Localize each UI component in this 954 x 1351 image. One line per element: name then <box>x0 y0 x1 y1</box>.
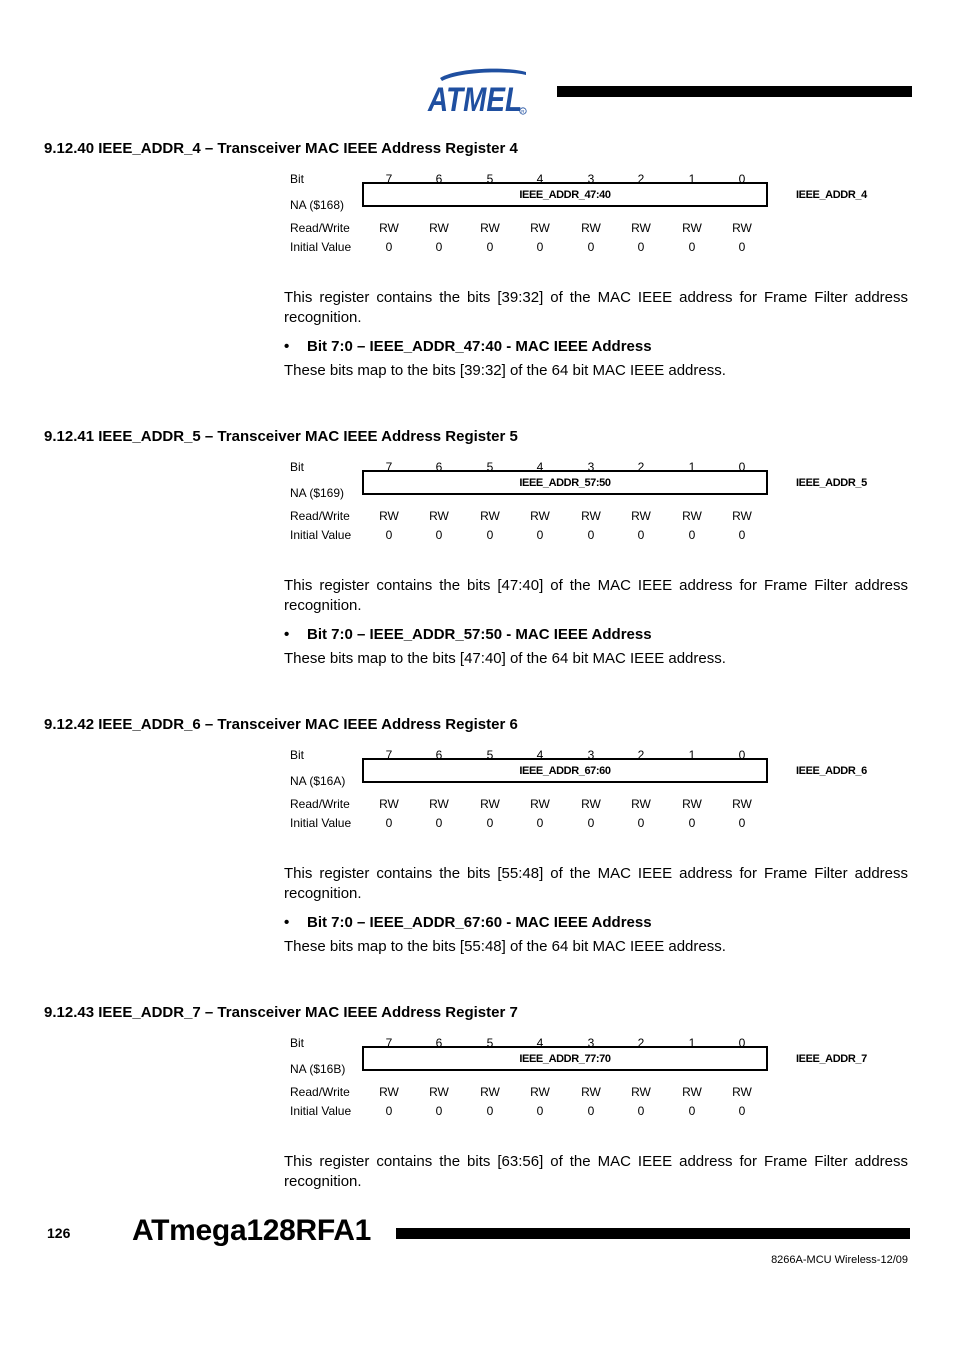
read-write-value: RW <box>581 797 601 811</box>
bit-number: 6 <box>435 1036 443 1050</box>
read-write-value: RW <box>732 797 752 811</box>
bit-number: 5 <box>486 748 494 762</box>
initial-value: 0 <box>738 528 746 542</box>
initial-value-label: Initial Value <box>290 1104 352 1118</box>
bit-number: 6 <box>435 460 443 474</box>
initial-value: 0 <box>536 816 544 830</box>
register-field-box <box>362 182 768 207</box>
page-number: 126 <box>47 1225 71 1241</box>
initial-value: 0 <box>587 816 595 830</box>
read-write-value: RW <box>631 1085 651 1099</box>
bit-number: 2 <box>637 172 645 186</box>
bit-number: 4 <box>536 748 544 762</box>
bit-number: 0 <box>738 1036 746 1050</box>
bit-number: 3 <box>587 1036 595 1050</box>
read-write-value: RW <box>429 1085 449 1099</box>
register-name: IEEE_ADDR_6 <box>796 765 867 777</box>
read-write-value: RW <box>732 1085 752 1099</box>
register-field-box <box>362 758 768 783</box>
svg-text:R: R <box>521 108 525 114</box>
register-address: NA ($16B) <box>290 1062 346 1076</box>
read-write-value: RW <box>682 797 702 811</box>
read-write-value: RW <box>682 221 702 235</box>
bit-number: 5 <box>486 1036 494 1050</box>
bit-description-heading-text: Bit 7:0 – IEEE_ADDR_67:60 - MAC IEEE Address <box>307 914 652 931</box>
bit-number: 3 <box>587 172 595 186</box>
bit-number: 2 <box>637 748 645 762</box>
bit-number: 7 <box>385 1036 393 1050</box>
bit-number: 1 <box>688 460 696 474</box>
bit-description-text: These bits map to the bits [47:40] of the 64 bit MAC IEEE address. <box>284 650 726 667</box>
bit-number: 1 <box>688 1036 696 1050</box>
bit-row-label: Bit <box>290 748 305 762</box>
bit-description-heading <box>284 338 652 355</box>
initial-value: 0 <box>637 816 645 830</box>
initial-value: 0 <box>435 528 443 542</box>
read-write-value: RW <box>530 1085 550 1099</box>
section-title: 9.12.43 IEEE_ADDR_7 – Transceiver MAC IEEE Address Register 7 <box>44 1004 518 1021</box>
bit-number: 4 <box>536 172 544 186</box>
register-description: This register contains the bits [63:56] of the MAC IEEE address for Frame Filter address recognition. <box>284 1153 908 1190</box>
footer-bar <box>396 1228 910 1239</box>
bit-number: 1 <box>688 172 696 186</box>
bit-description-heading <box>284 914 652 931</box>
initial-value: 0 <box>486 240 494 254</box>
register-field-name: IEEE_ADDR_77:70 <box>519 1052 611 1065</box>
register-name: IEEE_ADDR_7 <box>796 1053 867 1065</box>
initial-value: 0 <box>738 816 746 830</box>
read-write-value: RW <box>429 509 449 523</box>
bit-number: 4 <box>536 1036 544 1050</box>
initial-value: 0 <box>435 240 443 254</box>
bit-number: 0 <box>738 460 746 474</box>
initial-value: 0 <box>587 1104 595 1118</box>
bit-number: 6 <box>435 172 443 186</box>
initial-value: 0 <box>738 240 746 254</box>
register-address: NA ($169) <box>290 486 345 500</box>
initial-value: 0 <box>688 816 696 830</box>
section-title: 9.12.40 IEEE_ADDR_4 – Transceiver MAC IEEE Address Register 4 <box>44 140 518 157</box>
read-write-label: Read/Write <box>290 221 350 235</box>
bit-number: 7 <box>385 460 393 474</box>
read-write-value: RW <box>429 797 449 811</box>
bit-row-label: Bit <box>290 1036 305 1050</box>
read-write-value: RW <box>530 509 550 523</box>
register-address: NA ($16A) <box>290 774 346 788</box>
bit-number: 0 <box>738 172 746 186</box>
read-write-label: Read/Write <box>290 1085 350 1099</box>
initial-value: 0 <box>536 240 544 254</box>
product-title: ATmega128RFA1 <box>132 1214 371 1247</box>
read-write-value: RW <box>379 797 399 811</box>
read-write-value: RW <box>379 509 399 523</box>
register-description: This register contains the bits [39:32] of the MAC IEEE address for Frame Filter address recognition. <box>284 289 908 326</box>
bullet-marker: • <box>284 338 290 355</box>
initial-value: 0 <box>587 528 595 542</box>
bit-description-heading <box>284 626 652 643</box>
initial-value-label: Initial Value <box>290 240 352 254</box>
initial-value: 0 <box>486 816 494 830</box>
bit-row-label: Bit <box>290 172 305 186</box>
initial-value: 0 <box>637 528 645 542</box>
read-write-value: RW <box>631 509 651 523</box>
register-name: IEEE_ADDR_5 <box>796 477 867 489</box>
read-write-value: RW <box>581 509 601 523</box>
initial-value: 0 <box>637 240 645 254</box>
register-field-name: IEEE_ADDR_67:60 <box>519 764 611 777</box>
bit-description-text: These bits map to the bits [55:48] of the 64 bit MAC IEEE address. <box>284 938 726 955</box>
register-section <box>0 716 954 996</box>
read-write-value: RW <box>631 221 651 235</box>
initial-value: 0 <box>738 1104 746 1118</box>
register-section <box>0 428 954 708</box>
bullet-marker: • <box>284 626 290 643</box>
read-write-value: RW <box>581 221 601 235</box>
initial-value: 0 <box>587 240 595 254</box>
read-write-value: RW <box>480 509 500 523</box>
read-write-value: RW <box>631 797 651 811</box>
initial-value: 0 <box>385 240 393 254</box>
svg-text:ATMEL: ATMEL <box>427 81 522 116</box>
bit-number: 3 <box>587 460 595 474</box>
read-write-value: RW <box>732 509 752 523</box>
register-name: IEEE_ADDR_4 <box>796 189 867 201</box>
register-section <box>0 140 954 420</box>
bit-number: 4 <box>536 460 544 474</box>
read-write-value: RW <box>379 1085 399 1099</box>
read-write-value: RW <box>581 1085 601 1099</box>
register-description: This register contains the bits [55:48] of the MAC IEEE address for Frame Filter address recognition. <box>284 865 908 902</box>
read-write-value: RW <box>682 1085 702 1099</box>
bit-number: 2 <box>637 1036 645 1050</box>
read-write-label: Read/Write <box>290 509 350 523</box>
bit-number: 6 <box>435 748 443 762</box>
bit-description-heading-text: Bit 7:0 – IEEE_ADDR_57:50 - MAC IEEE Address <box>307 626 652 643</box>
section-title: 9.12.42 IEEE_ADDR_6 – Transceiver MAC IEEE Address Register 6 <box>44 716 518 733</box>
bit-number: 2 <box>637 460 645 474</box>
read-write-value: RW <box>530 221 550 235</box>
read-write-label: Read/Write <box>290 797 350 811</box>
initial-value: 0 <box>688 240 696 254</box>
initial-value: 0 <box>435 816 443 830</box>
read-write-value: RW <box>732 221 752 235</box>
read-write-value: RW <box>379 221 399 235</box>
atmel-logo <box>426 66 530 116</box>
bit-description-heading-text: Bit 7:0 – IEEE_ADDR_47:40 - MAC IEEE Address <box>307 338 652 355</box>
initial-value: 0 <box>385 528 393 542</box>
read-write-value: RW <box>682 509 702 523</box>
read-write-value: RW <box>530 797 550 811</box>
initial-value: 0 <box>536 1104 544 1118</box>
initial-value: 0 <box>637 1104 645 1118</box>
bit-number: 3 <box>587 748 595 762</box>
bit-number: 7 <box>385 748 393 762</box>
bit-number: 1 <box>688 748 696 762</box>
register-address: NA ($168) <box>290 198 345 212</box>
initial-value: 0 <box>435 1104 443 1118</box>
initial-value: 0 <box>536 528 544 542</box>
initial-value: 0 <box>486 1104 494 1118</box>
header-bar <box>557 86 912 97</box>
read-write-value: RW <box>480 1085 500 1099</box>
read-write-value: RW <box>480 221 500 235</box>
read-write-value: RW <box>429 221 449 235</box>
register-field-name: IEEE_ADDR_57:50 <box>519 476 611 489</box>
bit-description-text: These bits map to the bits [39:32] of the 64 bit MAC IEEE address. <box>284 362 726 379</box>
bit-number: 5 <box>486 460 494 474</box>
bit-number: 0 <box>738 748 746 762</box>
register-field-name: IEEE_ADDR_47:40 <box>519 188 611 201</box>
document-code: 8266A-MCU Wireless-12/09 <box>771 1254 908 1266</box>
bit-row-label: Bit <box>290 460 305 474</box>
initial-value-label: Initial Value <box>290 528 352 542</box>
bit-number: 7 <box>385 172 393 186</box>
initial-value: 0 <box>688 1104 696 1118</box>
initial-value-label: Initial Value <box>290 816 352 830</box>
initial-value: 0 <box>385 816 393 830</box>
initial-value: 0 <box>385 1104 393 1118</box>
bit-number: 5 <box>486 172 494 186</box>
register-field-box <box>362 470 768 495</box>
section-title: 9.12.41 IEEE_ADDR_5 – Transceiver MAC IEEE Address Register 5 <box>44 428 518 445</box>
read-write-value: RW <box>480 797 500 811</box>
register-description: This register contains the bits [47:40] of the MAC IEEE address for Frame Filter address recognition. <box>284 577 908 614</box>
initial-value: 0 <box>486 528 494 542</box>
bullet-marker: • <box>284 914 290 931</box>
initial-value: 0 <box>688 528 696 542</box>
register-field-box <box>362 1046 768 1071</box>
